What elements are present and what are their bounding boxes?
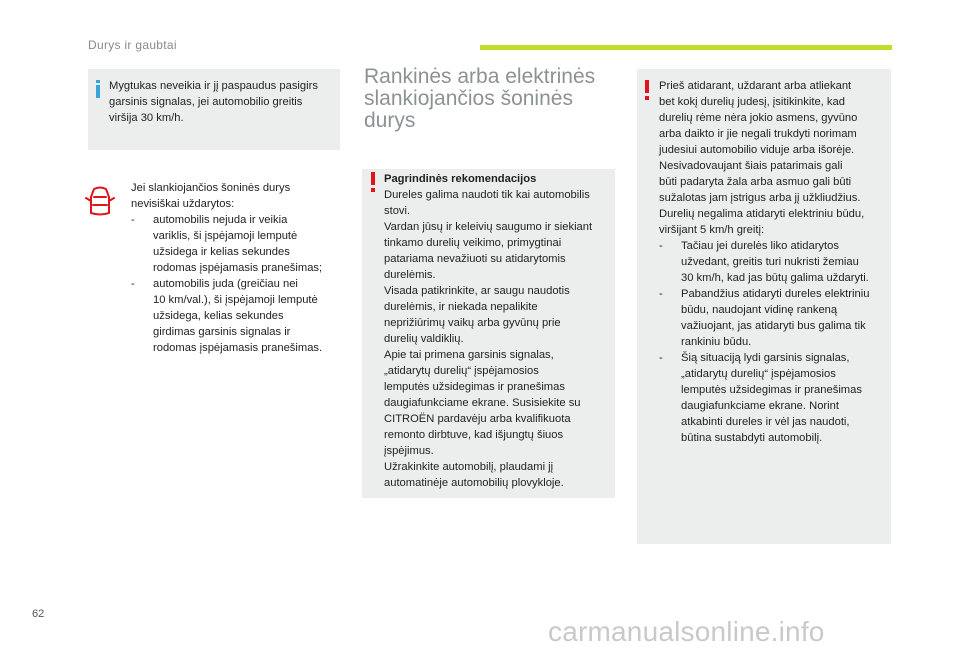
list-item: - Tačiau jei durelės liko atidarytos užvedant, greitis turi nukristi žemiau 30 km/h, kad jas būtų galima uždaryti.	[659, 240, 869, 284]
safety-warning-text: Prieš atidarant, uždarant arba atliekant bet kokį durelių judesį, įsitikinkite, kad durelių rėme nėra jokio asmens, gyvūno arba daikto ir jie negali trukdyti norimam judesiui automobilio viduje arba išorėje. Nesivadovaujant šiais patarimais gali būti padaryta žala arba asmuo gali būti sužalotas jam įstrigus arba jį užkliudžius. Durelių negalima atidaryti elektriniu būdu, viršijant 5 km/h greitį: - Tačiau jei durelės liko atidarytos užvedant, greitis turi nukristi žemiau 30 km/h, kad jas būtų galima uždaryti. - Pabandžius atidaryti dureles elektriniu būdu, naudojant vidinę rankeną važiuojant, jas atidaryti bus galima tik rankiniu būdu. - Šią situaciją lydi garsinis signalas, „atidarytų durelių“ įspėjamosios lemputės užsidegimas ir pranešimas daugiafunkciame ekrane. Norint atkabinti dureles ir vėl jas naudoti, būtina sustabdyti automobilį.	[659, 80, 870, 444]
recommendations-heading: Pagrindinės rekomendacijos	[384, 173, 537, 185]
recommendations-warning-icon	[370, 172, 376, 192]
header-section-label: Durys ir gaubtai	[88, 38, 177, 52]
watermark: carmanualsonline.info	[548, 616, 825, 647]
info-text: Mygtukas neveikia ir jį paspaudus pasigirs garsinis signalas, jei automobilio greitis viršija 30 km/h.	[109, 80, 318, 124]
info-icon	[93, 80, 103, 98]
list-item: - automobilis nejuda ir veikia variklis, ši įspėjamoji lemputė užsidega ir kelias sekundes rodomas įspėjamasis pranešimas;	[131, 214, 323, 274]
car-note-text: Jei slankiojančios šoninės durys nevisiškai uždarytos: - automobilis nejuda ir veikia variklis, ši įspėjamoji lemputė užsidega ir kelias sekundes rodomas įspėjamasis pranešimas; - automobilis juda (greičiau nei 10 km/val.), ši įspėjamoji lemputė užsidega, kelias sekundes girdimas garsinis signalas ir rodomas įspėjamasis pranešimas.	[131, 182, 323, 354]
list-item: - automobilis juda (greičiau nei 10 km/val.), ši įspėjamoji lemputė užsidega, kelias sekundes girdimas garsinis signalas ir rodomas įspėjamasis pranešimas.	[131, 278, 323, 354]
header-accent-bar	[480, 45, 892, 50]
page-number: 62	[32, 608, 45, 620]
safety-warning-icon	[644, 80, 650, 100]
list-item: - Pabandžius atidaryti dureles elektriniu būdu, naudojant vidinę rankeną važiuojant, jas atidaryti bus galima tik rankiniu būdu.	[659, 288, 870, 348]
list-item: - Šią situaciją lydi garsinis signalas, „atidarytų durelių“ įspėjamosios lemputės užsidegimas ir pranešimas daugiafunkciame ekrane. Norint atkabinti dureles ir vėl jas naudoti, būtina sustabdyti automobilį.	[659, 352, 862, 444]
door-open-warning-icon	[85, 185, 115, 219]
section-title: Rankinės arba elektrinės slankiojančios šoninės durys	[364, 65, 596, 132]
recommendations-text: Pagrindinės rekomendacijos Dureles galima naudoti tik kai automobilis stovi. Vardan jūsų ir keleivių saugumo ir siekiant tinkamo durelių veikimo, primygtinai patariama nevažiuoti su atidarytomis durelėmis. Visada patikrinkite, ar saugu naudotis durelėmis, ir niekada nepalikite neprižiūrimų vaikų arba gyvūnų prie durelių valdiklių. Apie tai primena garsinis signalas, „atidarytų durelių“ įspėjamosios lemputės užsidegimas ir pranešimas daugiafunkciame ekrane. Susisiekite su CITROËN pardavėju arba kvalifikuota remonto dirbtuve, kad išjungtų šiuos įspėjimus. Užrakinkite automobilį, plaudami jį automatinėje automobilių plovykloje.	[384, 173, 593, 489]
